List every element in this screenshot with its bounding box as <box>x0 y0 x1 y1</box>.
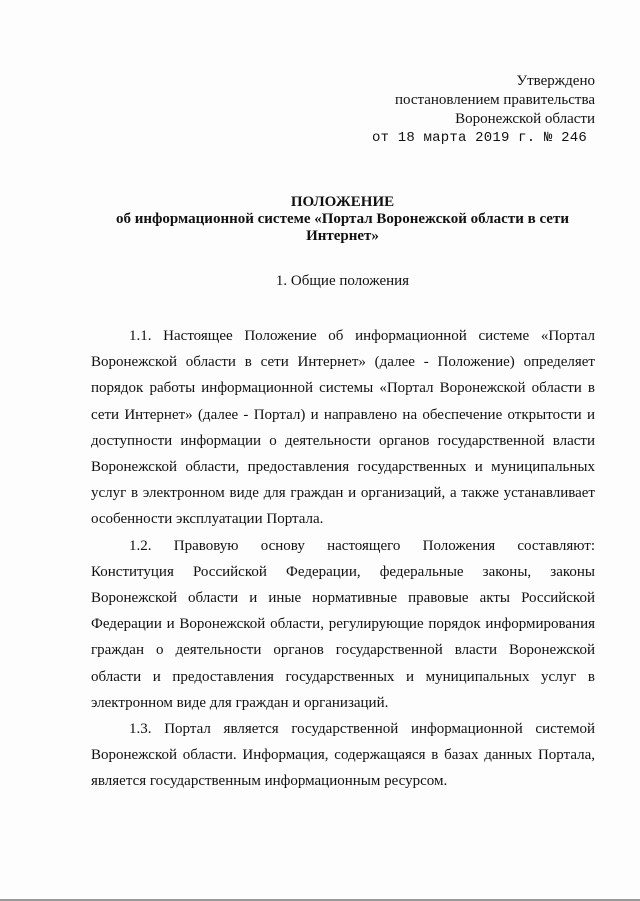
paragraph-line: сети Интернет» (далее - Портал) и направлено на обеспечение открытости и <box>91 406 595 423</box>
paragraph-line: Конституция Российской Федерации, федеральные законы, законы <box>91 563 595 580</box>
section-heading: 1. Общие положения <box>275 273 410 289</box>
paragraph-line: граждан о деятельности органов государственной власти Воронежской <box>91 642 595 659</box>
paragraph-line: доступности информации о деятельности органов государственной власти <box>91 432 595 449</box>
paragraph-line: Федерации и Воронежской области, регулирующие порядок информирования <box>91 616 595 633</box>
paragraph-line: особенности эксплуатации Портала. <box>91 511 324 528</box>
paragraph-1-2 <box>91 533 595 716</box>
paragraph-line: порядок работы информационной системы «Портал Воронежской области в <box>91 380 595 397</box>
paragraph-line: Воронежской области и иные нормативные правовые акты Российской <box>91 590 595 607</box>
paragraph-line: 1.1. Настоящее Положение об информационной системе «Портал <box>129 328 595 344</box>
paragraph-line: 1.2. Правовую основу настоящего Положения составляют: <box>129 537 595 554</box>
paragraph-line: Воронежской области в сети Интернет» (далее - Положение) определяет <box>91 354 595 371</box>
paragraph-line: области и предоставления государственных и муниципальных услуг в <box>91 668 595 685</box>
title-subtitle: об информационной системе «Портал Воронежской области в сети Интернет» <box>116 211 569 244</box>
paragraph-line: электронном виде для граждан и организаций. <box>91 694 389 711</box>
paragraph-1-3 <box>91 716 595 795</box>
title-main: ПОЛОЖЕНИЕ <box>290 194 395 210</box>
approval-line-approved: Утверждено <box>516 73 595 89</box>
paragraph-line: Воронежской области, предоставления государственных и муниципальных <box>91 459 595 476</box>
approval-date-number: от 18 марта 2019 г. № 246 <box>371 130 587 146</box>
approval-block <box>372 72 595 148</box>
paragraph-line: является государственным информационным ресурсом. <box>91 773 448 790</box>
approval-line-resolution: постановлением правительства <box>394 92 595 108</box>
paragraph-line: Воронежской области. Информация, содержащаяся в базах данных Портала, <box>91 747 595 764</box>
document-title <box>90 194 595 245</box>
paragraph-line: 1.3. Портал является государственной информационной системой <box>129 721 595 738</box>
approval-line-region: Воронежской области <box>455 111 595 127</box>
paragraph-1-1 <box>91 323 595 533</box>
paragraph-line: услуг в электронном виде для граждан и организаций, а также устанавливает <box>91 485 595 502</box>
body-text <box>91 323 595 795</box>
